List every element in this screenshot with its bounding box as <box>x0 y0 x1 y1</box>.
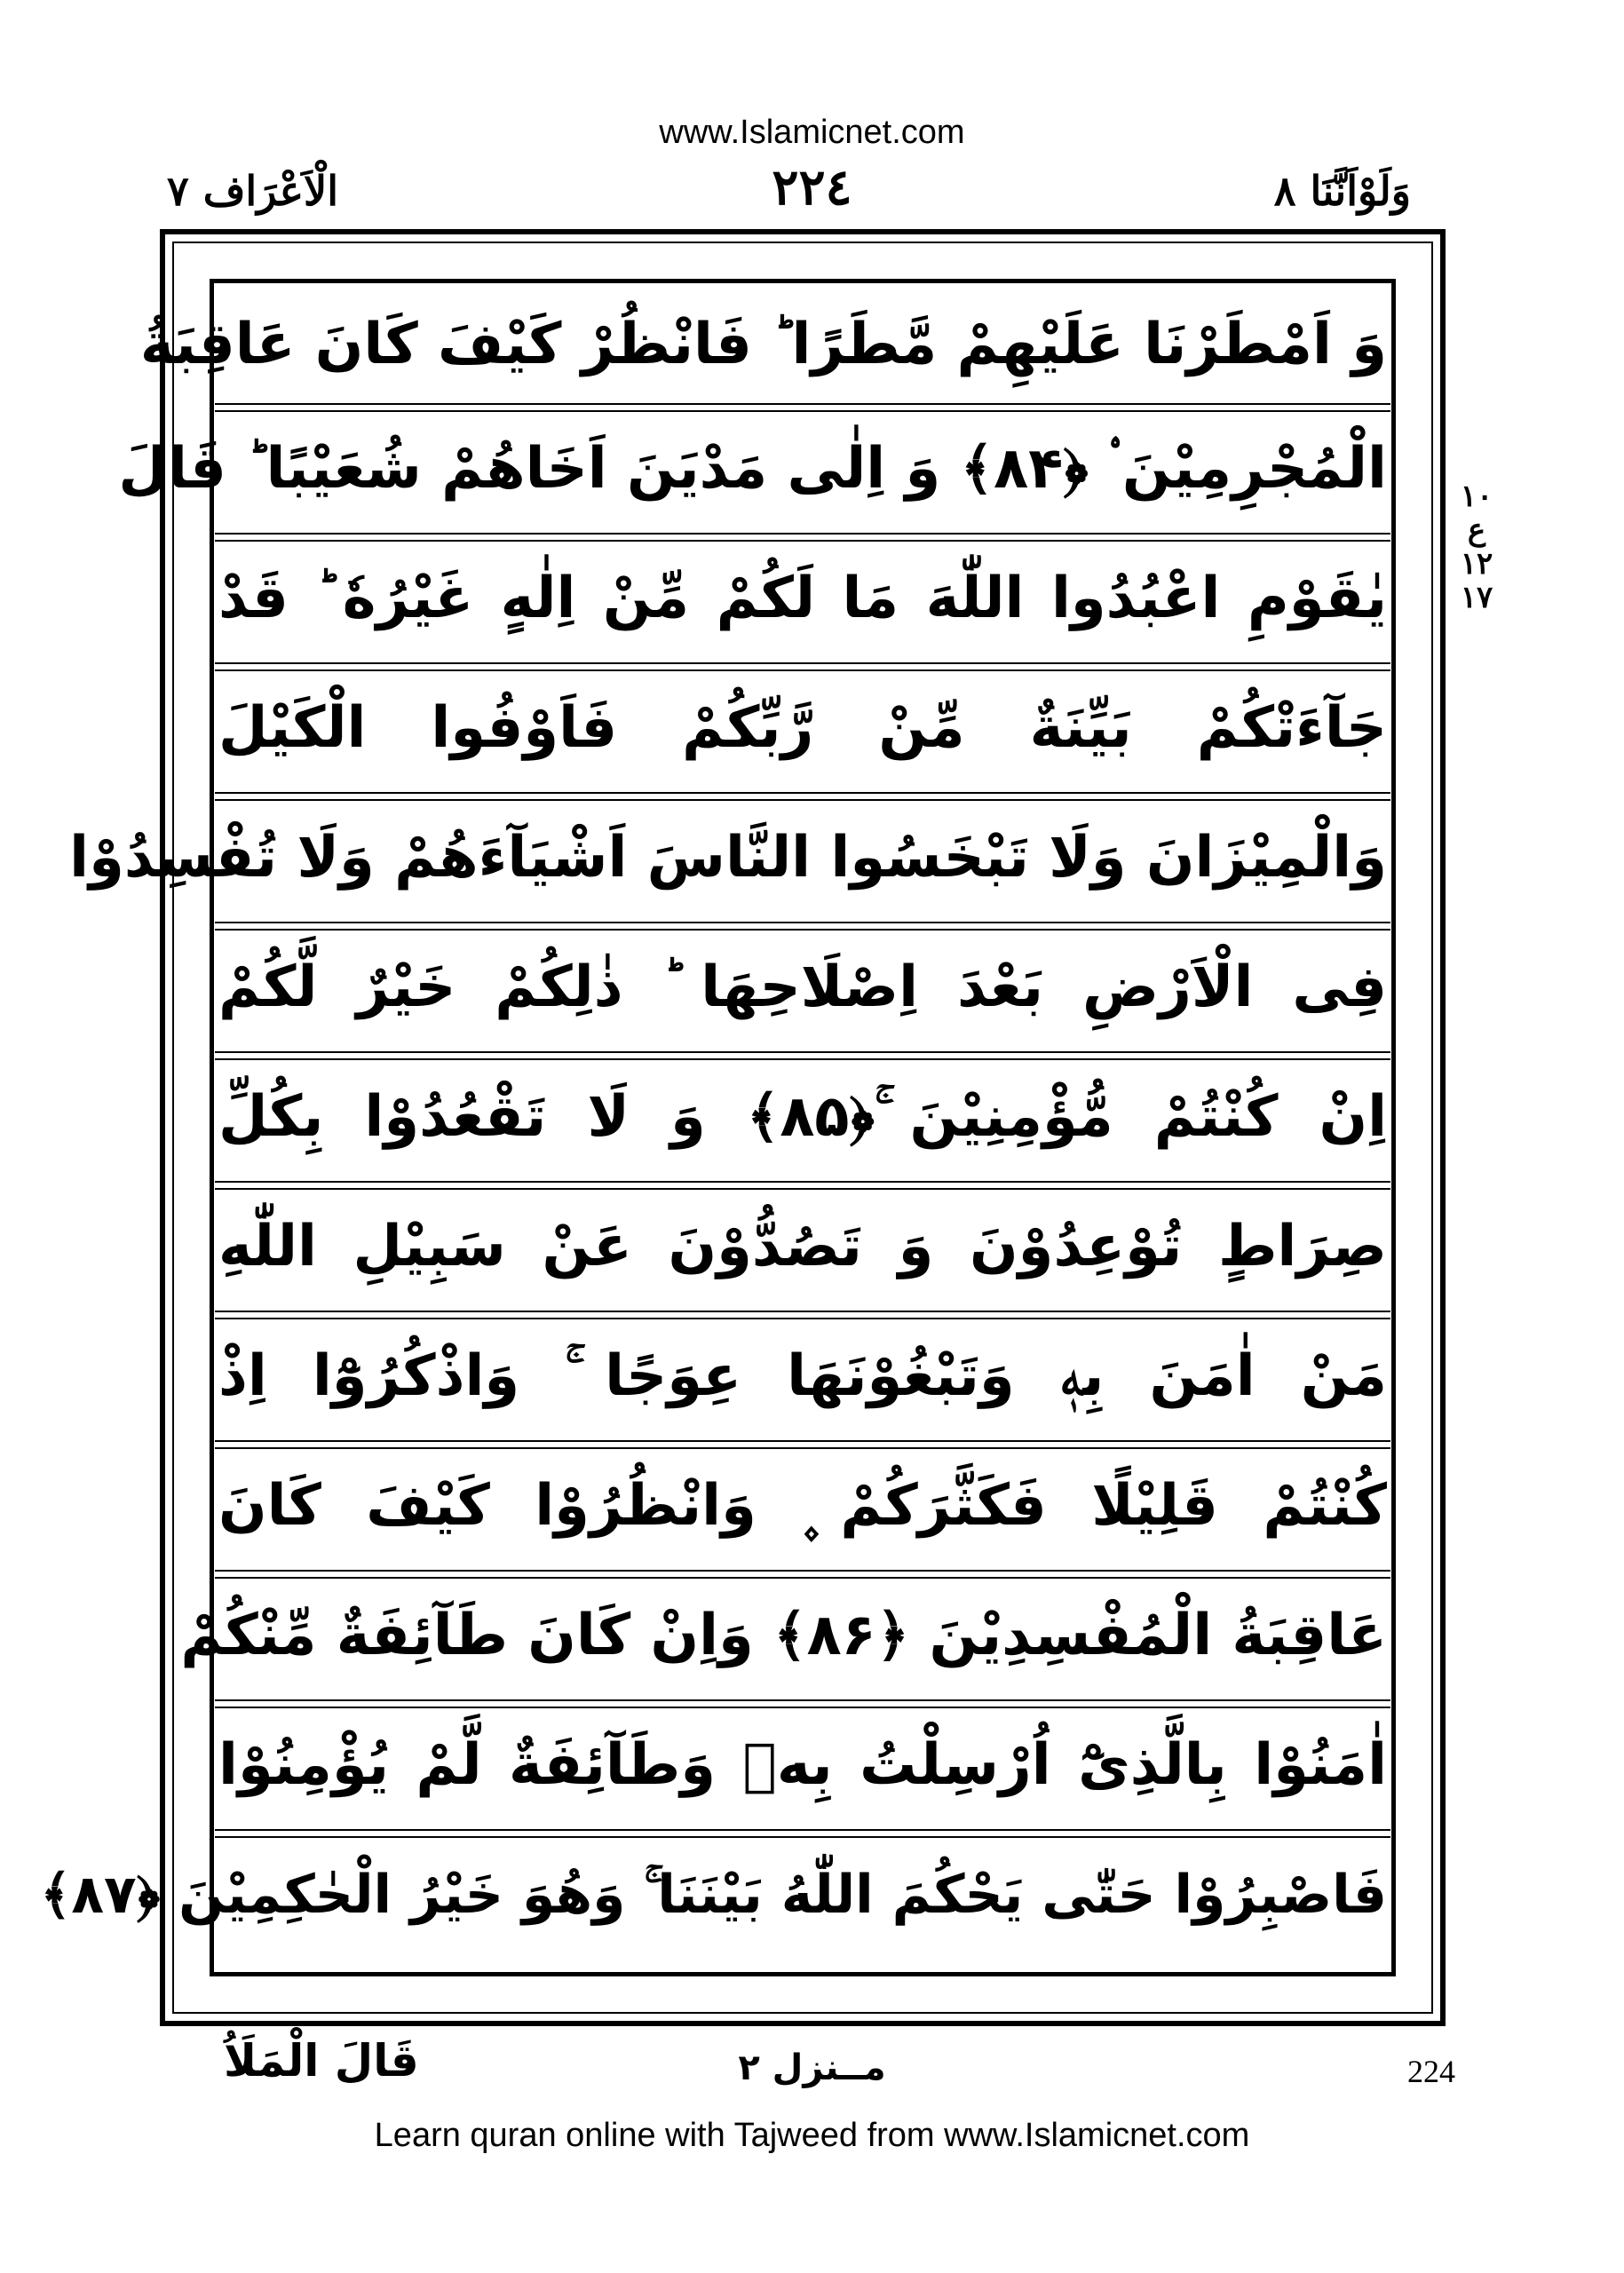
surah-title: الْاَعْرَاف ٧ <box>167 167 339 215</box>
page-number-arabic: ٢٢٤ <box>772 158 852 217</box>
verse-line-5: وَالْمِيْزَانَ وَلَا تَبْخَسُوا النَّاسَ اَشْيَآءَهُمْ وَلَا تُفْسِدُوْا <box>69 825 1387 891</box>
promo-text[interactable]: Learn quran online with Tajweed from www.Islamicnet.com <box>374 2117 1250 2154</box>
ruku-marker-part: ١٧ <box>1460 580 1493 615</box>
catchword: قَالَ الْمَلَاُ <box>224 2035 419 2087</box>
manzil-label: مــنزل ٢ <box>738 2047 886 2088</box>
verse-line-2: الْمُجْرِمِيْنَ ۟ ﴿۸۴﴾ وَ اِلٰى مَدْيَنَ اَخَاهُمْ شُعَيْبًا ؕ قَالَ <box>118 436 1387 502</box>
verse-line-13: فَاصْبِرُوْا حَتّٰى يَحْكُمَ اللّٰهُ بَيْنَنَا ۚ وَهُوَ خَيْرُ الْحٰكِمِيْنَ ﴿۸۷﴾ <box>40 1864 1387 1926</box>
juz-title: وَلَوْاَنَّنَا ٨ <box>1273 167 1411 215</box>
ruku-marker <box>1454 479 1499 614</box>
verse-line-8: صِرَاطٍ تُوْعِدُوْنَ وَ تَصُدُّوْنَ عَنْ سَبِيْلِ اللّٰهِ <box>218 1214 1387 1279</box>
verse-line-11: عَاقِبَةُ الْمُفْسِدِيْنَ ﴿۸۶﴾ وَاِنْ كَانَ طَآئِفَةٌ مِّنْكُمْ <box>180 1603 1387 1668</box>
verse-line-4: جَآءَتْكُمْ بَيِّنَةٌ مِّنْ رَّبِّكُمْ فَاَوْفُوا الْكَيْلَ <box>218 695 1387 761</box>
site-url[interactable]: www.Islamicnet.com <box>659 114 965 151</box>
verse-line-3: يٰقَوْمِ اعْبُدُوا اللّٰهَ مَا لَكُمْ مِّنْ اِلٰهٍ غَيْرُهٗ ؕ قَدْ <box>218 566 1387 631</box>
verse-line-12: اٰمَنُوْا بِالَّذِىْٓ اُرْسِلْتُ بِهٖ وَطَآئِفَةٌ لَّمْ يُؤْمِنُوْا <box>218 1732 1387 1798</box>
verse-line-6: فِى الْاَرْضِ بَعْدَ اِصْلَاحِهَا ؕ ذٰلِكُمْ خَيْرٌ لَّكُمْ <box>218 954 1387 1020</box>
verse-line-7: اِنْ كُنْتُمْ مُّؤْمِنِيْنَ ۚ﴿۸۵﴾ وَ لَا تَقْعُدُوْا بِكُلِّ <box>218 1084 1388 1150</box>
verse-line-10: كُنْتُمْ قَلِيْلًا فَكَثَّرَكُمْ ۪ وَانْظُرُوْا كَيْفَ كَانَ <box>218 1473 1387 1539</box>
ruku-marker-part: ١٢ <box>1460 546 1493 582</box>
ruku-marker-part: ع <box>1467 512 1486 548</box>
verse-line-9: مَنْ اٰمَنَ بِهٖ وَتَبْغُوْنَهَا عِوَجًا ۚ وَاذْكُرُوْٓا اِذْ <box>218 1343 1387 1409</box>
ruku-marker-part: ١٠ <box>1460 479 1493 514</box>
verse-line-1: وَ اَمْطَرْنَا عَلَيْهِمْ مَّطَرًا ؕ فَانْظُرْ كَيْفَ كَانَ عَاقِبَةُ <box>139 312 1387 377</box>
page-number: 224 <box>1407 2054 1455 2089</box>
